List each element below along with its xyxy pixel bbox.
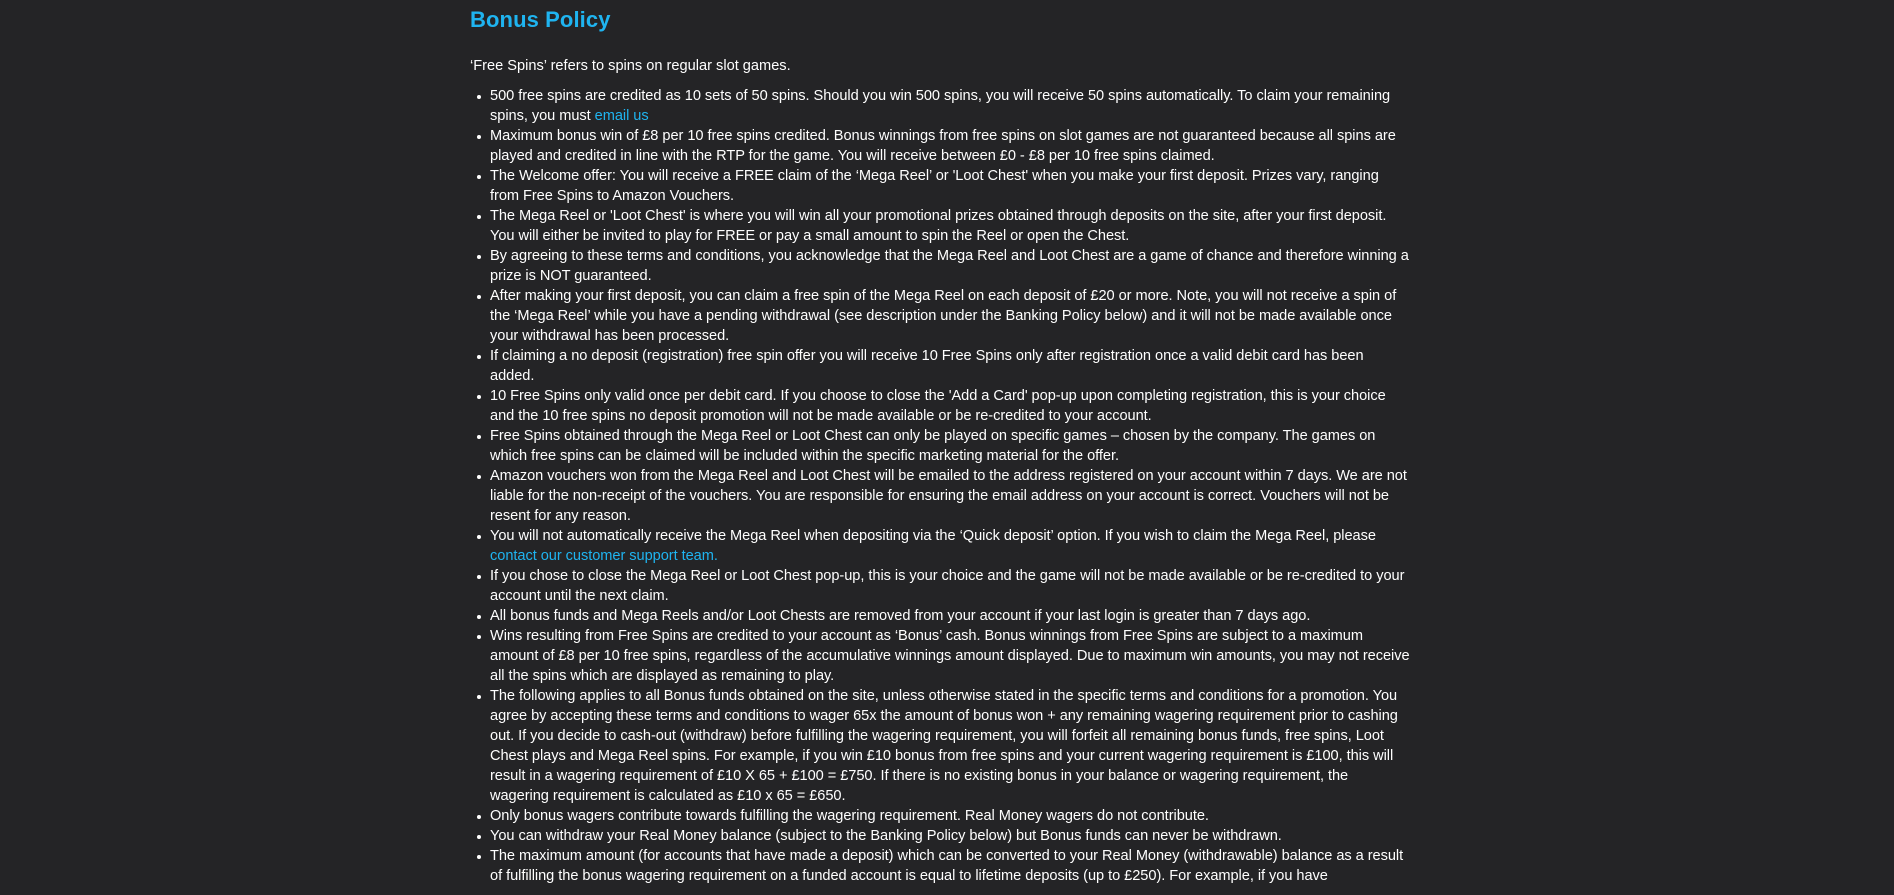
policy-list-item: By agreeing to these terms and conditions, you acknowledge that the Mega Reel and Loot Chest are a game of chance and therefore winning a prize is NOT guaranteed. (490, 248, 1409, 284)
policy-list-item: 10 Free Spins only valid once per debit card. If you choose to close the 'Add a Card' pop-up upon completing registration, this is your choice and the 10 free spins no deposit promotion will not be made available or be re-credited to your account. (490, 386, 1410, 426)
policy-list-item (490, 526, 1410, 566)
policy-list-item: Maximum bonus win of £8 per 10 free spins credited. Bonus winnings from free spins on slot games are not guaranteed because all spins are played and credited in line with the RTP for the game. You will receive between £0 - £8 per 10 free spins claimed. (490, 126, 1410, 166)
policy-list-item: All bonus funds and Mega Reels and/or Loot Chests are removed from your account if your last login is greater than 7 days ago. (490, 606, 1410, 626)
intro-text: ‘Free Spins’ refers to spins on regular slot games. (470, 58, 791, 74)
policy-list-item: The Mega Reel or 'Loot Chest' is where you will win all your promotional prizes obtained through deposits on the site, after your first deposit. You will either be invited to play for FREE or pay a small amount to spin the Reel or open the Chest. (490, 206, 1410, 246)
policy-list-item: The following applies to all Bonus funds obtained on the site, unless otherwise stated in the specific terms and conditions for a promotion. You agree by accepting these terms and conditions to wager 65x the amount of bonus won + any remaining wagering requirement prior to cashing out. If you decide to cash-out (withdraw) before fulfilling the wagering requirement, you will forfeit all remaining bonus funds, free spins, Loot Chest plays and Mega Reel spins. For example, if you win £10 bonus from free spins and your current wagering requirement is £100, this will result in a wagering requirement of £10 X 65 + £100 = £750. If there is no existing bonus in your balance or wagering requirement, the wagering requirement is calculated as £10 x 65 = £650. (490, 686, 1410, 806)
policy-list-item: If you chose to close the Mega Reel or Loot Chest pop-up, this is your choice and the game will not be made available or be re-credited to your account until the next claim. (490, 566, 1410, 606)
policy-list-item: The Welcome offer: You will receive a FREE claim of the ‘Mega Reel’ or 'Loot Chest' when you make your first deposit. Prizes vary, ranging from Free Spins to Amazon Vouchers. (490, 166, 1410, 206)
policy-list-item: You can withdraw your Real Money balance (subject to the Banking Policy below) but Bonus funds can never be withdrawn. (490, 826, 1410, 846)
policy-list-item: After making your first deposit, you can claim a free spin of the Mega Reel on each deposit of £20 or more. Note, you will not receive a spin of the ‘Mega Reel’ while you have a pending withdrawal (see description under the Banking Policy below) and it will not be made available once your withdrawal has been processed. (490, 286, 1410, 346)
email-us-link[interactable]: email us (594, 108, 649, 124)
policy-list-item: The maximum amount (for accounts that have made a deposit) which can be converted to your Real Money (withdrawable) balance as a result of fulfilling the bonus wagering requirement on a funded account is equal to lifetime deposits (up to £250). For example, if you have (490, 846, 1410, 886)
policy-list-item: Amazon vouchers won from the Mega Reel and Loot Chest will be emailed to the address registered on your account within 7 days. We are not liable for the non-receipt of the vouchers. You are responsible for ensuring the email address on your account is correct. Vouchers will not be resent for any reason. (490, 466, 1410, 526)
bonus-policy-section (470, 0, 1410, 886)
page-title: Bonus Policy (470, 7, 611, 32)
policy-list-item: If claiming a no deposit (registration) free spin offer you will receive 10 Free Spins only after registration once a valid debit card has been added. (490, 346, 1410, 386)
contact-support-link[interactable]: contact our customer support team. (490, 548, 718, 564)
policy-list-item: Wins resulting from Free Spins are credited to your account as ‘Bonus’ cash. Bonus winnings from Free Spins are subject to a maximum amount of £8 per 10 free spins, regardless of the accumulative winnings amount displayed. Due to maximum win amounts, you may not receive all the spins which are displayed as remaining to play. (490, 628, 1410, 684)
policy-list-item: Free Spins obtained through the Mega Reel or Loot Chest can only be played on specific games – chosen by the company. The games on which free spins can be claimed will be included within the specific marketing material for the offer. (490, 426, 1410, 466)
policy-item-text: You will not automatically receive the Mega Reel when depositing via the ‘Quick deposit’ option. If you wish to claim the Mega Reel, please (490, 528, 1376, 544)
policy-list-item (490, 86, 1410, 126)
policy-item-text: 500 free spins are credited as 10 sets of 50 spins. Should you win 500 spins, you will receive 50 spins automatically. To claim your remaining spins, you must (490, 88, 1391, 124)
policy-list (470, 86, 1410, 886)
policy-list-item: Only bonus wagers contribute towards fulfilling the wagering requirement. Real Money wagers do not contribute. (490, 806, 1410, 826)
